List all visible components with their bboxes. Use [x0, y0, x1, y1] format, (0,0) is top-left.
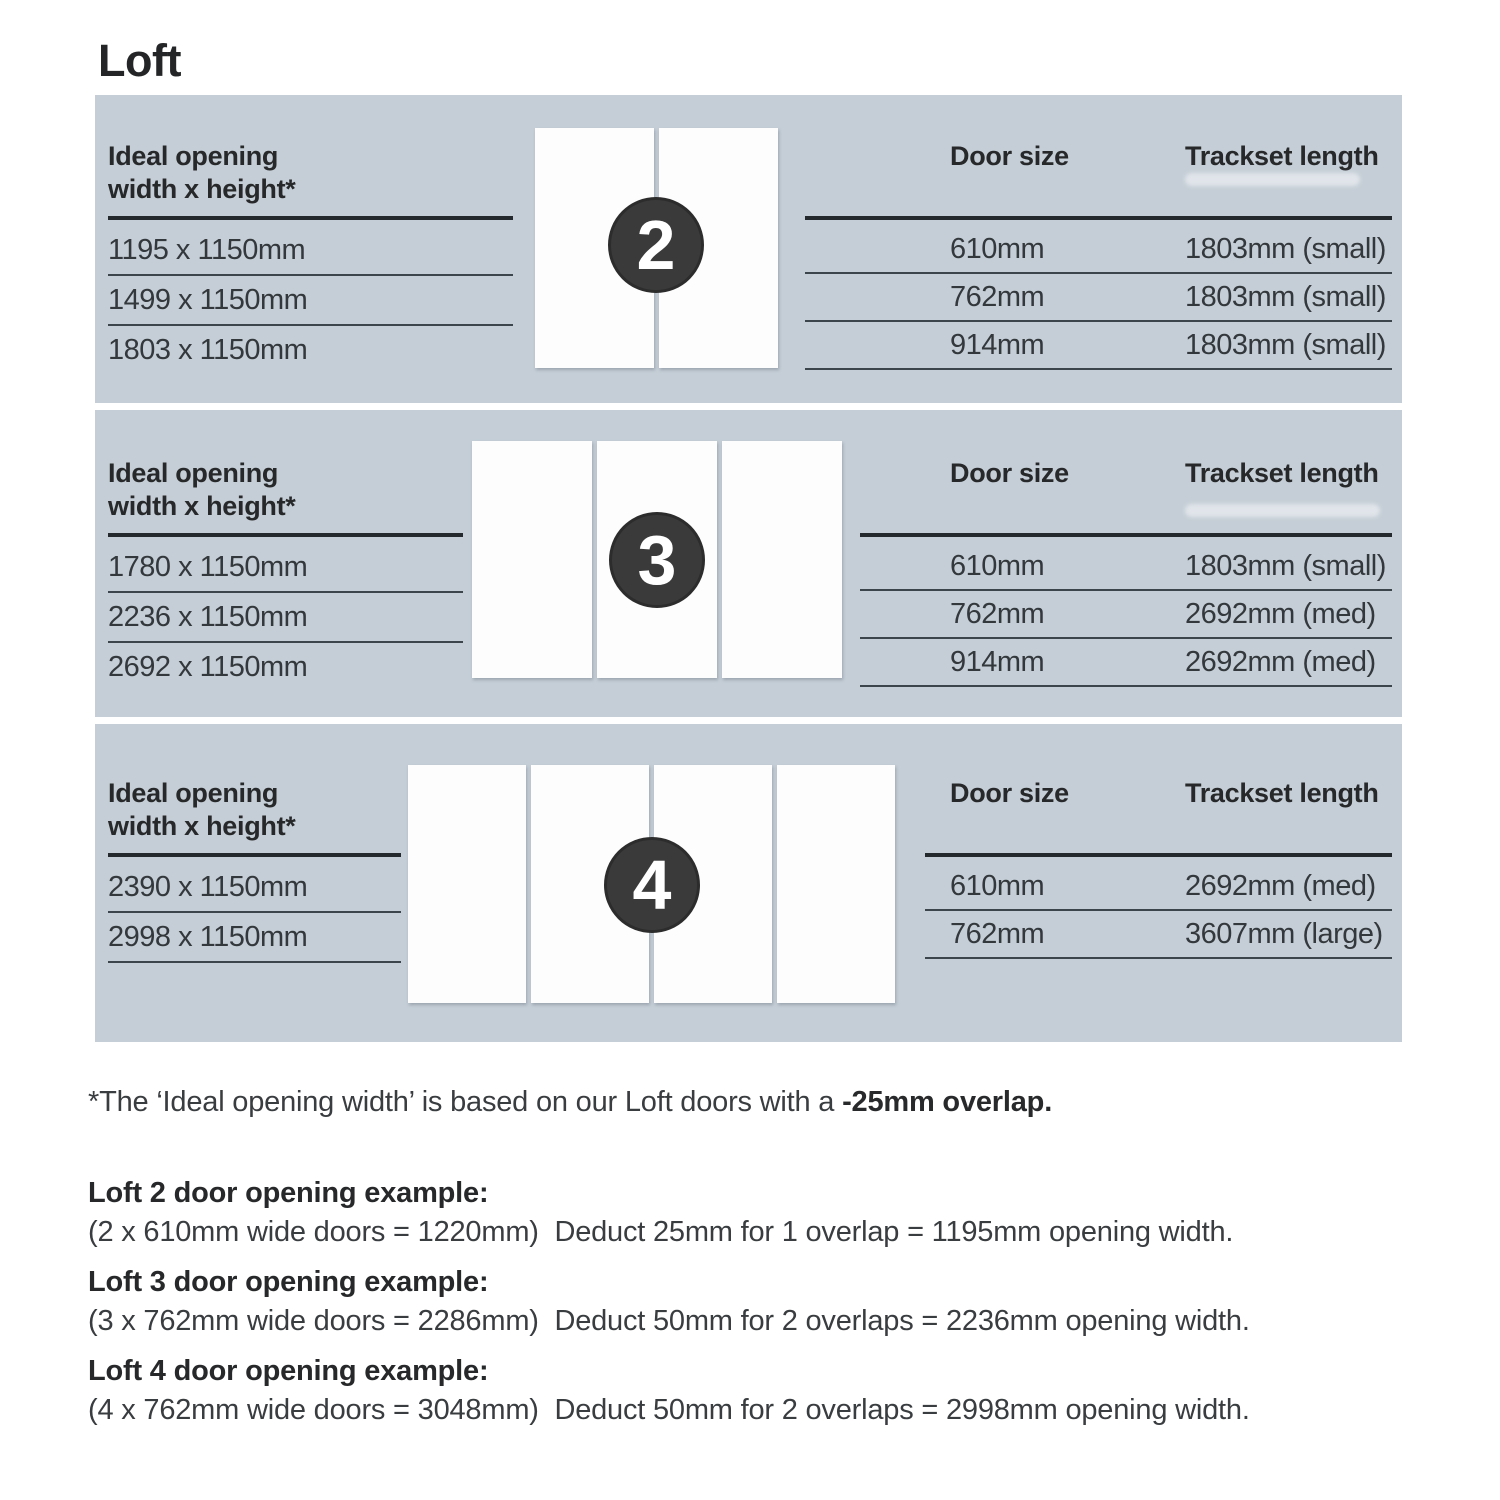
opening-table: [108, 140, 513, 374]
opening-row: 2390 x 1150mm: [108, 863, 401, 913]
opening-row: 2692 x 1150mm: [108, 650, 308, 683]
opening-table: [108, 457, 463, 691]
door-size-value: 610mm: [950, 232, 1045, 265]
door-size-header: Door size: [950, 778, 1069, 808]
opening-row: 1803 x 1150mm: [108, 333, 308, 366]
size-rows: [925, 857, 1392, 959]
door-count-badge: 3: [609, 512, 705, 608]
opening-header-line1: Ideal opening: [108, 458, 279, 488]
example-detail: (4 x 762mm wide doors = 3048mm) Deduct 50mm for 2 overlaps = 2998mm opening width.: [88, 1394, 1250, 1426]
size-row: [860, 591, 1392, 639]
trackset-value: 3607mm (large): [1185, 917, 1383, 950]
opening-row: 1195 x 1150mm: [108, 226, 513, 276]
door-size-header: Door size: [950, 458, 1069, 488]
door-panel: [472, 441, 592, 678]
opening-rows: [108, 537, 463, 691]
page-title: Loft: [98, 35, 181, 86]
opening-table: [108, 777, 401, 963]
size-row: [860, 639, 1392, 687]
trackset-header: Trackset length: [1185, 458, 1379, 488]
section-4-door: [95, 724, 1402, 1042]
opening-rows: [108, 220, 513, 374]
opening-header-line2: width x height*: [108, 491, 296, 521]
opening-header: [108, 457, 463, 523]
opening-rows: [108, 857, 401, 963]
door-size-value: 762mm: [950, 280, 1045, 313]
size-rows: [860, 537, 1392, 687]
example-2-door: [88, 1177, 1448, 1248]
example-heading: Loft 3 door opening example:: [88, 1266, 489, 1298]
trackset-value: 2692mm (med): [1185, 597, 1376, 630]
example-heading: Loft 2 door opening example:: [88, 1177, 489, 1209]
example-detail: (2 x 610mm wide doors = 1220mm) Deduct 25mm for 1 overlap = 1195mm opening width.: [88, 1216, 1234, 1248]
opening-header-line2: width x height*: [108, 174, 296, 204]
opening-header-line1: Ideal opening: [108, 141, 279, 171]
size-row: [805, 274, 1392, 322]
size-table-header: [925, 777, 1392, 843]
door-size-header: Door size: [950, 141, 1069, 171]
trackset-value: 1803mm (small): [1185, 232, 1386, 265]
opening-header: [108, 777, 401, 843]
size-rows: [805, 220, 1392, 370]
door-size-value: 610mm: [950, 549, 1045, 582]
example-4-door: [88, 1355, 1448, 1426]
size-row: [805, 322, 1392, 370]
trackset-header: Trackset length: [1185, 778, 1379, 808]
door-size-value: 762mm: [950, 597, 1045, 630]
example-3-door: [88, 1266, 1448, 1337]
size-row: [925, 863, 1392, 911]
trackset-value: 1803mm (small): [1185, 549, 1386, 582]
door-size-value: 914mm: [950, 328, 1045, 361]
size-row: [805, 226, 1392, 274]
faded-watermark-artifact: [1185, 504, 1380, 517]
door-panel: [722, 441, 842, 678]
door-count-badge: 4: [604, 837, 700, 933]
opening-header-line1: Ideal opening: [108, 778, 279, 808]
door-count-badge: 2: [608, 197, 704, 293]
size-row: [860, 543, 1392, 591]
door-size-value: 914mm: [950, 645, 1045, 678]
faded-watermark-artifact: [1185, 173, 1360, 186]
footnote-text: *The ‘Ideal opening width’ is based on our Loft doors with a: [88, 1086, 843, 1118]
opening-row: 2236 x 1150mm: [108, 593, 463, 643]
opening-row: 2998 x 1150mm: [108, 913, 401, 963]
trackset-header: Trackset length: [1185, 141, 1379, 171]
trackset-value: 2692mm (med): [1185, 869, 1376, 902]
section-3-door: [95, 410, 1402, 717]
opening-header: [108, 140, 513, 206]
opening-row: 1780 x 1150mm: [108, 543, 463, 593]
trackset-value: 2692mm (med): [1185, 645, 1376, 678]
example-heading: Loft 4 door opening example:: [88, 1355, 489, 1387]
notes-area: [88, 1086, 1448, 1426]
opening-header-line2: width x height*: [108, 811, 296, 841]
footnote-bold-text: -25mm overlap.: [842, 1086, 1053, 1118]
size-table: [860, 457, 1392, 687]
door-size-value: 610mm: [950, 869, 1045, 902]
door-size-value: 762mm: [950, 917, 1045, 950]
size-row: [925, 911, 1392, 959]
footnote: [88, 1086, 1448, 1119]
size-table: [925, 777, 1392, 959]
opening-row: 1499 x 1150mm: [108, 276, 513, 326]
door-panel: [408, 765, 526, 1003]
example-detail: (3 x 762mm wide doors = 2286mm) Deduct 50mm for 2 overlaps = 2236mm opening width.: [88, 1305, 1250, 1337]
trackset-value: 1803mm (small): [1185, 280, 1386, 313]
door-panel: [777, 765, 895, 1003]
trackset-value: 1803mm (small): [1185, 328, 1386, 361]
loft-size-panel: [95, 95, 1402, 1042]
section-2-door: [95, 95, 1402, 403]
